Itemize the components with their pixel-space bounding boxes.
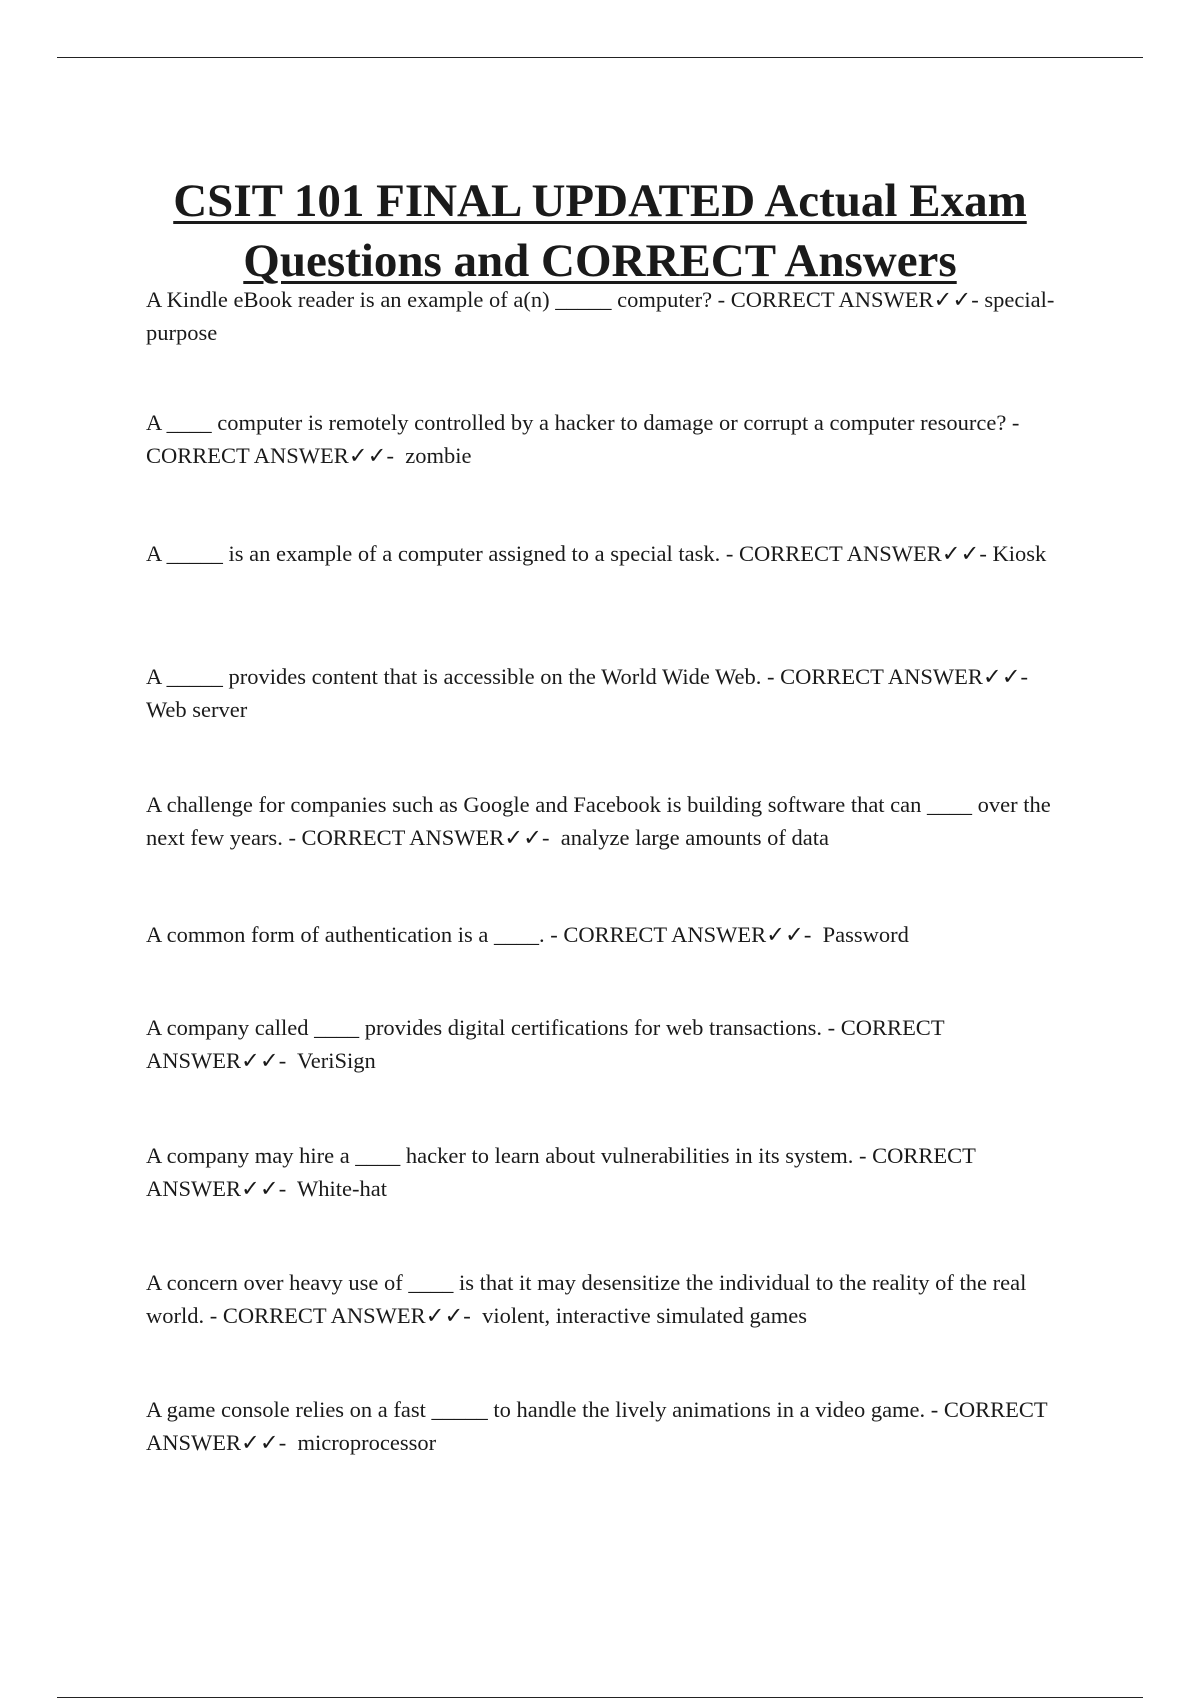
qa-item <box>146 918 1066 951</box>
title-line-2: Questions and CORRECT Answers <box>243 235 957 288</box>
qa-item <box>146 1266 1066 1332</box>
answer-text: White-hat <box>286 1176 388 1201</box>
question-text: A _____ is an example of a computer assigned to a special task. - CORRECT ANSWER✓✓- <box>146 541 987 566</box>
qa-item <box>146 1011 1066 1077</box>
question-text: A company may hire a ____ hacker to learn about vulnerabilities in its system. - CORRECT ANSWER✓✓- <box>146 1143 976 1201</box>
answer-text: Password <box>811 922 909 947</box>
question-text: A company called ____ provides digital certifications for web transactions. - CORRECT ANSWER✓✓- <box>146 1015 945 1073</box>
answer-text: Kiosk <box>986 541 1047 566</box>
answer-text: microprocessor <box>286 1430 437 1455</box>
question-text: A ____ computer is remotely controlled by a hacker to damage or corrupt a computer resource? - CORRECT ANSWER✓✓- <box>146 410 1020 468</box>
question-text: A concern over heavy use of ____ is that it may desensitize the individual to the reality of the real world. - CORRECT ANSWER✓✓- <box>146 1270 1027 1328</box>
answer-text: VeriSign <box>286 1048 376 1073</box>
qa-item <box>146 1139 1066 1205</box>
question-text: A common form of authentication is a ____. - CORRECT ANSWER✓✓- <box>146 922 812 947</box>
qa-item <box>146 406 1066 472</box>
footer-rule <box>57 1697 1143 1698</box>
qa-item <box>146 660 1066 726</box>
answer-text: zombie <box>393 443 472 468</box>
answer-text: Web server <box>146 664 1039 722</box>
answer-text: special-purpose <box>146 287 1055 345</box>
question-text: A Kindle eBook reader is an example of a(n) _____ computer? - CORRECT ANSWER✓✓- <box>146 287 979 312</box>
question-text: A challenge for companies such as Google and Facebook is building software that can ____ over the next few years. - CORRECT ANSWER✓✓- <box>146 792 1051 850</box>
question-text: A _____ provides content that is accessible on the World Wide Web. - CORRECT ANSWER✓✓- <box>146 664 1029 689</box>
title-line-1: CSIT 101 FINAL UPDATED Actual Exam <box>173 175 1027 228</box>
question-text: A game console relies on a fast _____ to handle the lively animations in a video game. - CORRECT ANSWER✓✓- <box>146 1397 1048 1455</box>
header-rule <box>57 57 1143 58</box>
answer-text: analyze large amounts of data <box>549 825 829 850</box>
qa-item <box>146 1393 1066 1459</box>
answer-text: violent, interactive simulated games <box>470 1303 807 1328</box>
qa-item <box>146 283 1066 349</box>
document-title <box>0 171 1200 291</box>
qa-item <box>146 537 1066 570</box>
qa-item <box>146 788 1066 854</box>
